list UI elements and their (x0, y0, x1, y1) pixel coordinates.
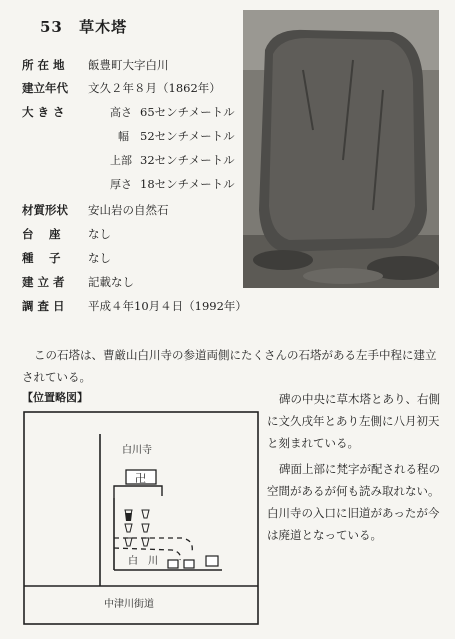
thickness-value: 18センチメートル (140, 177, 235, 191)
location-label: 所 在 地 (22, 58, 65, 72)
size-label: 大 き さ (22, 105, 65, 119)
map-river-label: 白 川 (128, 556, 158, 567)
stone-illustration (243, 10, 439, 288)
map-heading: 【位置略図】 (22, 391, 88, 404)
material-label: 材質形状 (22, 203, 68, 217)
page-title (40, 16, 127, 37)
seed-label: 種 子 (22, 251, 61, 265)
location-value: 飯豊町大字白川 (88, 58, 169, 72)
date-label: 建立年代 (22, 81, 68, 95)
house-1 (168, 560, 178, 568)
house-2 (184, 560, 194, 568)
description-column (267, 388, 447, 550)
width-label: 幅 (118, 130, 129, 143)
intro-paragraph: この石塔は、曹厳山白川寺の参道両側にたくさんの石塔がある左手中程に建立されている。 (22, 348, 437, 384)
map-temple-label: 白川寺 (122, 445, 152, 456)
survey-label: 調 査 日 (22, 299, 65, 313)
map-road-label: 中津川街道 (104, 599, 154, 610)
builder-label: 建 立 者 (22, 275, 65, 289)
upper-value: 32センチメートル (140, 153, 235, 167)
width-value: 52センチメートル (140, 129, 235, 143)
pedestal-value: なし (88, 227, 111, 241)
upper-label: 上部 (110, 154, 132, 167)
description-paragraph-2: 碑面上部に梵字が配される程の空間があるが何も読み取れない。白川寺の入口に旧道があったが今は廃道となっている。 (267, 462, 440, 542)
map-temple-boundary (114, 486, 162, 498)
monument-photo (243, 10, 439, 288)
location-map (22, 410, 262, 630)
seed-value: なし (88, 251, 111, 265)
survey-value: 平成４年10月４日（1992年） (88, 299, 247, 313)
description-paragraph-1: 碑の中央に草木塔とあり、右側に文久戌年とあり左側に八月初天と刻まれている。 (267, 392, 440, 450)
thickness-label: 厚さ (110, 178, 132, 191)
entry-number: 53 (40, 18, 63, 36)
builder-value: 記載なし (88, 275, 134, 289)
entry-title: 草木塔 (79, 18, 128, 36)
pedestal-label: 台 座 (22, 227, 61, 241)
height-value: 65センチメートル (140, 105, 235, 119)
material-value: 安山岩の自然石 (88, 203, 169, 217)
monument-marker (125, 513, 132, 521)
manji-symbol: 卍 (135, 472, 146, 485)
date-value: 文久２年８月（1862年） (88, 81, 221, 95)
house-3 (206, 556, 218, 566)
map-frame (24, 412, 258, 624)
height-label: 高さ (110, 106, 132, 119)
